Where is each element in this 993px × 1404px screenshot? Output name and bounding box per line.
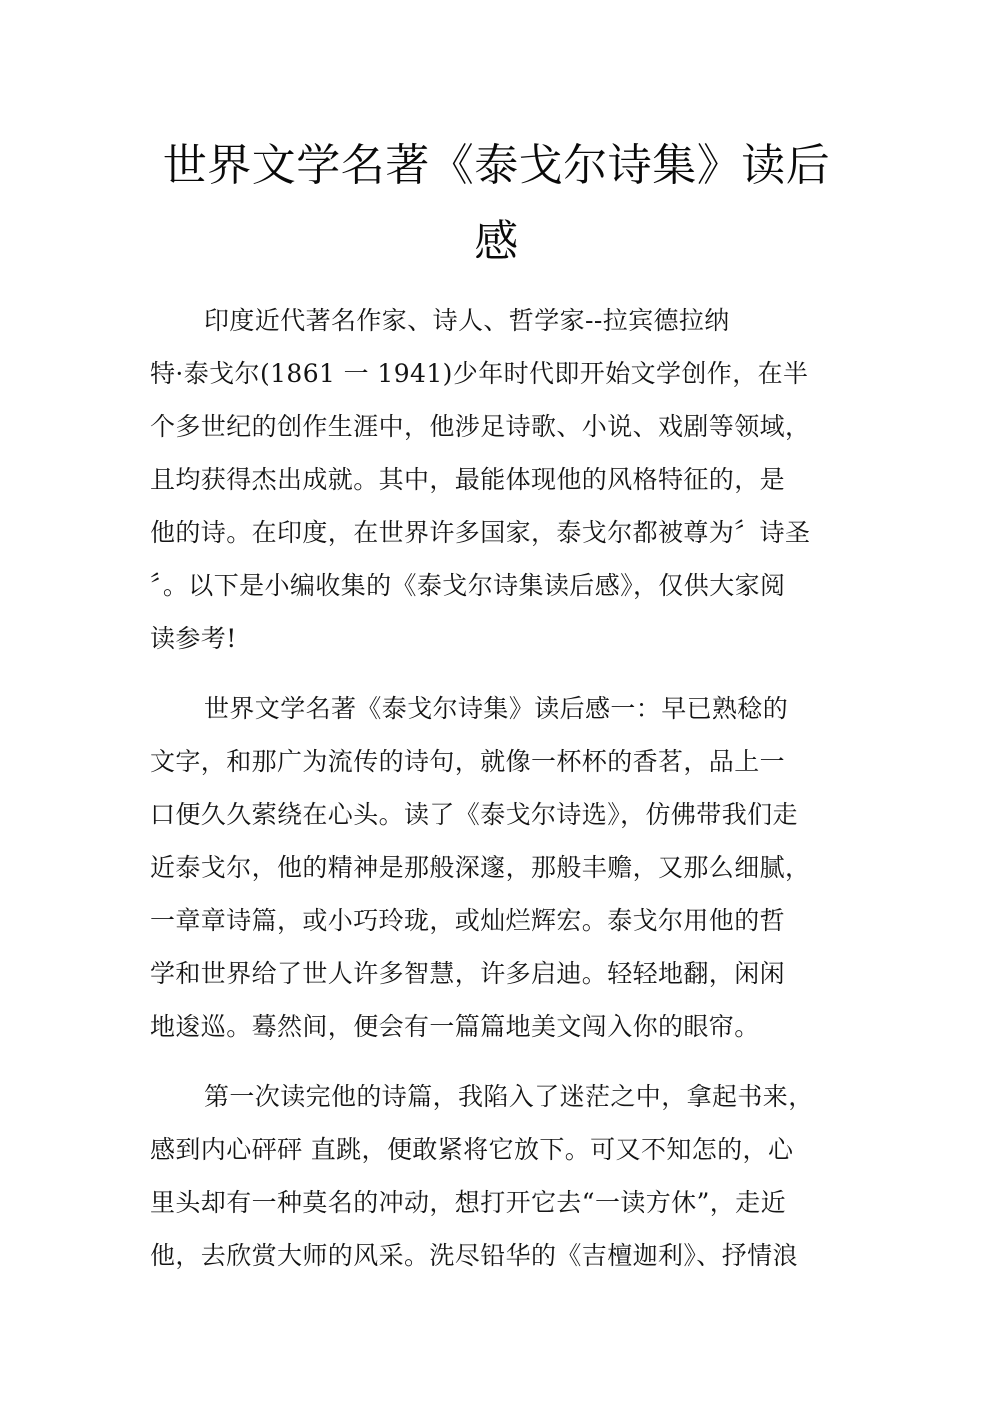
text-line: 个多世纪的创作生涯中，他涉足诗歌、小说、戏剧等领域， <box>150 412 811 441</box>
paragraph-review-one <box>150 682 830 1053</box>
text-line: 文字，和那广为流传的诗句，就像一杯杯的香茗，品上一 <box>150 747 786 776</box>
text-line: 印度近代著名作家、诗人、哲学家--拉宾德拉纳 <box>204 306 730 335</box>
text-line: 口便久久萦绕在心头。读了《泰戈尔诗选》，仿佛带我们走 <box>150 800 798 829</box>
text-line: 第一次读完他的诗篇，我陷入了迷茫之中，拿起书来， <box>204 1082 814 1111</box>
text-line: 他，去欣赏大师的风采。洗尽铅华的《吉檀迦利》、抒情浪 <box>150 1241 798 1270</box>
text-line: 感到内心砰砰 直跳，便敢紧将它放下。可又不知怎的，心 <box>150 1135 794 1164</box>
text-line: 〞。以下是小编收集的《泰戈尔诗集读后感》，仅供大家阅 <box>150 571 786 600</box>
document-title <box>150 128 843 280</box>
text-line: 学和世界给了世人许多智慧，许多启迪。轻轻地翻，闲闲 <box>150 959 786 988</box>
text-line: 地逡巡。蓦然间，便会有一篇篇地美文闯入你的眼帘。 <box>150 1012 760 1041</box>
text-line: 特·泰戈尔(1861 一 1941)少年时代即开始文学创作，在半 <box>150 359 809 388</box>
title-line-1: 世界文学名著《泰戈尔诗集》读后 <box>162 140 831 191</box>
text-line: 且均获得杰出成就。其中，最能体现他的风格特征的，是 <box>150 465 786 494</box>
text-line: 读参考! <box>150 624 237 653</box>
text-line: 世界文学名著《泰戈尔诗集》读后感一：早已熟稔的 <box>204 694 789 723</box>
paragraph-first-reading <box>150 1070 830 1282</box>
text-line: 一章章诗篇，或小巧玲珑，或灿烂辉宏。泰戈尔用他的哲 <box>150 906 786 935</box>
text-line: 他的诗。在印度，在世界许多国家，泰戈尔都被尊为〞诗圣 <box>150 518 811 547</box>
document-body <box>150 294 830 1299</box>
text-line: 里头却有一种莫名的冲动，想打开它去“一读方休”，走近 <box>150 1188 786 1217</box>
text-line: 近泰戈尔，他的精神是那般深邃，那般丰赡，又那么细腻， <box>150 853 811 882</box>
paragraph-intro <box>150 294 830 665</box>
title-line-2: 感 <box>474 216 519 267</box>
